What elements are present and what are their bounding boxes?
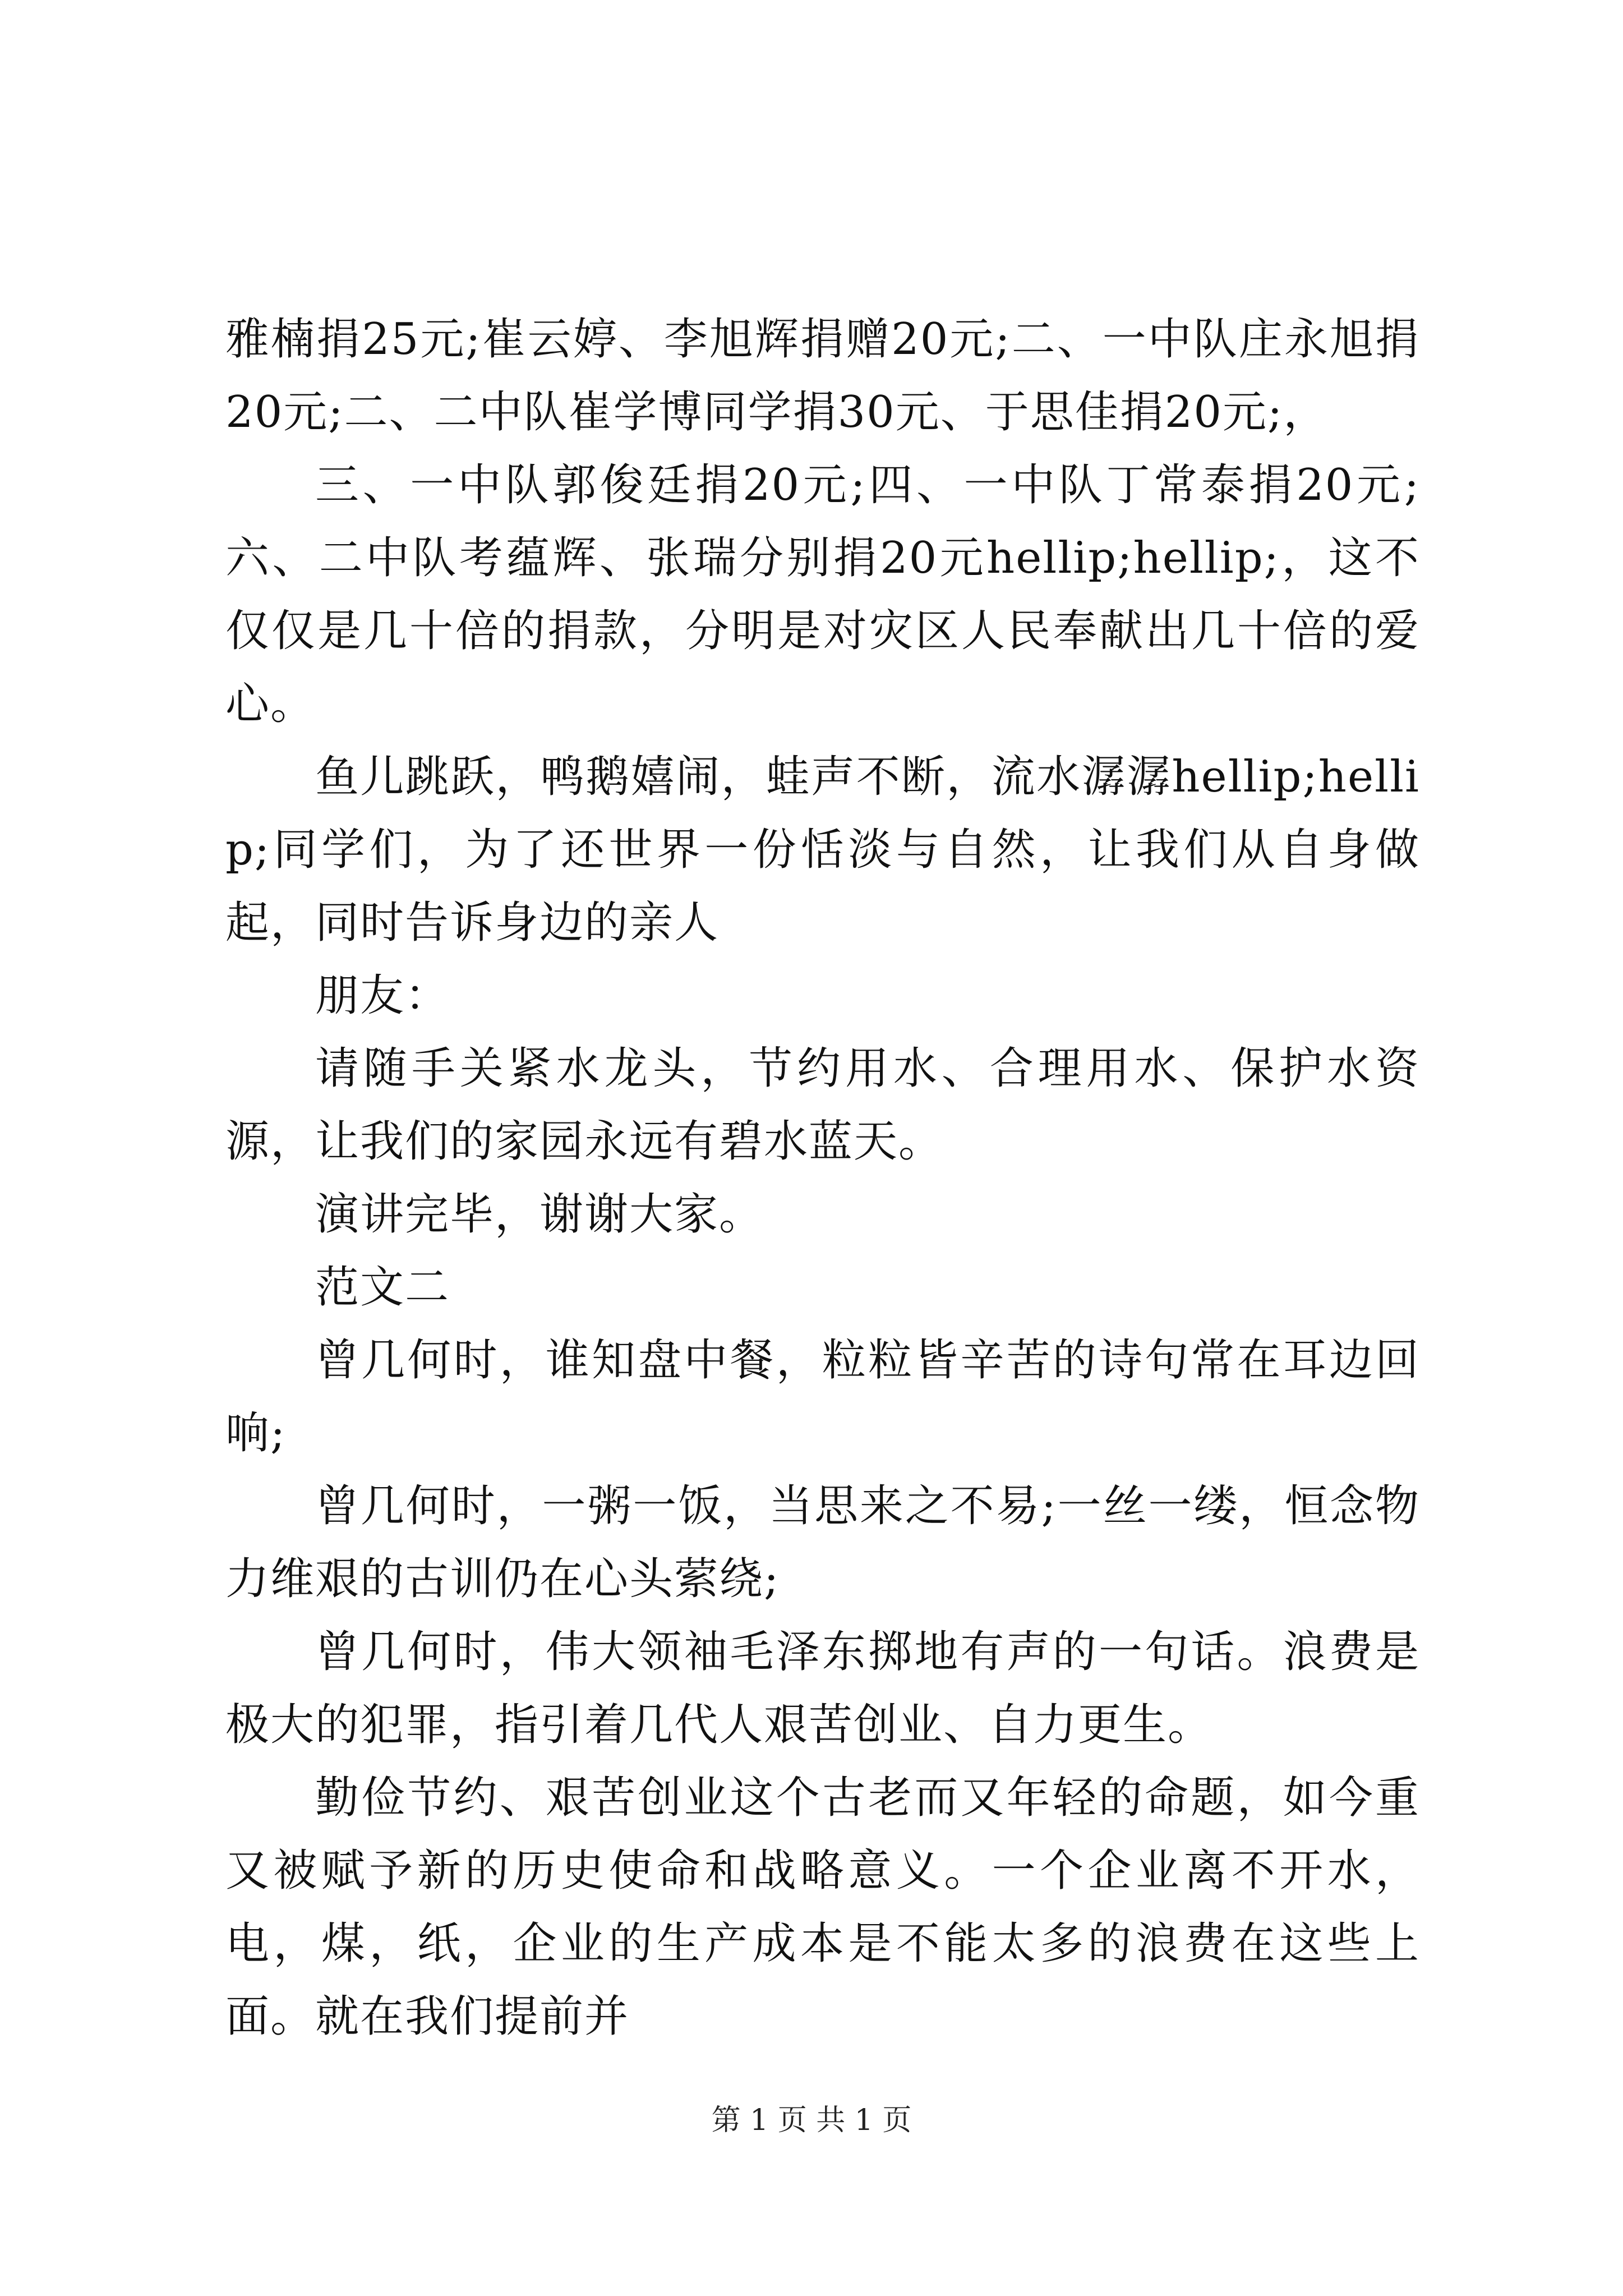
paragraph: 曾几何时，谁知盘中餐，粒粒皆辛苦的诗句常在耳边回响;: [225, 1335, 1420, 1458]
page-footer: [0, 2101, 1623, 2140]
paragraph: 曾几何时，一粥一饭，当思来之不易;一丝一缕，恒念物力维艰的古训仍在心头萦绕;: [225, 1481, 1420, 1604]
page-number: 第 1 页 共 1 页: [711, 2104, 912, 2137]
paragraph: 勤俭节约、艰苦创业这个古老而又年轻的命题，如今重又被赋予新的历史使命和战略意义。一个企业离不开水，电，煤，纸，企业的生产成本是不能太多的浪费在这些上面。就在我们提前并: [225, 1773, 1420, 2042]
paragraph: 三、一中队郭俊廷捐20元;四、一中队丁常泰捐20元;六、二中队考蕴辉、张瑞分别捐20元hellip;hellip;，这不仅仅是几十倍的捐款，分明是对灾区人民奉献出几十倍的爱心。: [225, 460, 1420, 729]
paragraph: 范文二: [315, 1262, 450, 1313]
paragraph: 雅楠捐25元;崔云婷、李旭辉捐赠20元;二、一中队庄永旭捐20元;二、二中队崔学博同学捐30元、于思佳捐20元;，: [225, 314, 1420, 438]
paragraph: 朋友：: [315, 970, 450, 1021]
paragraph: 请随手关紧水龙头，节约用水、合理用水、保护水资源，让我们的家园永远有碧水蓝天。: [225, 1043, 1420, 1167]
paragraph: 鱼儿跳跃，鸭鹅嬉闹，蛙声不断，流水潺潺hellip;hellip;同学们，为了还世界一份恬淡与自然，让我们从自身做起，同时告诉身边的亲人: [225, 752, 1420, 948]
paragraph: 演讲完毕，谢谢大家。: [315, 1189, 764, 1240]
paragraph: 曾几何时，伟大领袖毛泽东掷地有声的一句话。浪费是极大的犯罪，指引着几代人艰苦创业、自力更生。: [225, 1627, 1420, 1750]
document-body: [225, 303, 1420, 2053]
